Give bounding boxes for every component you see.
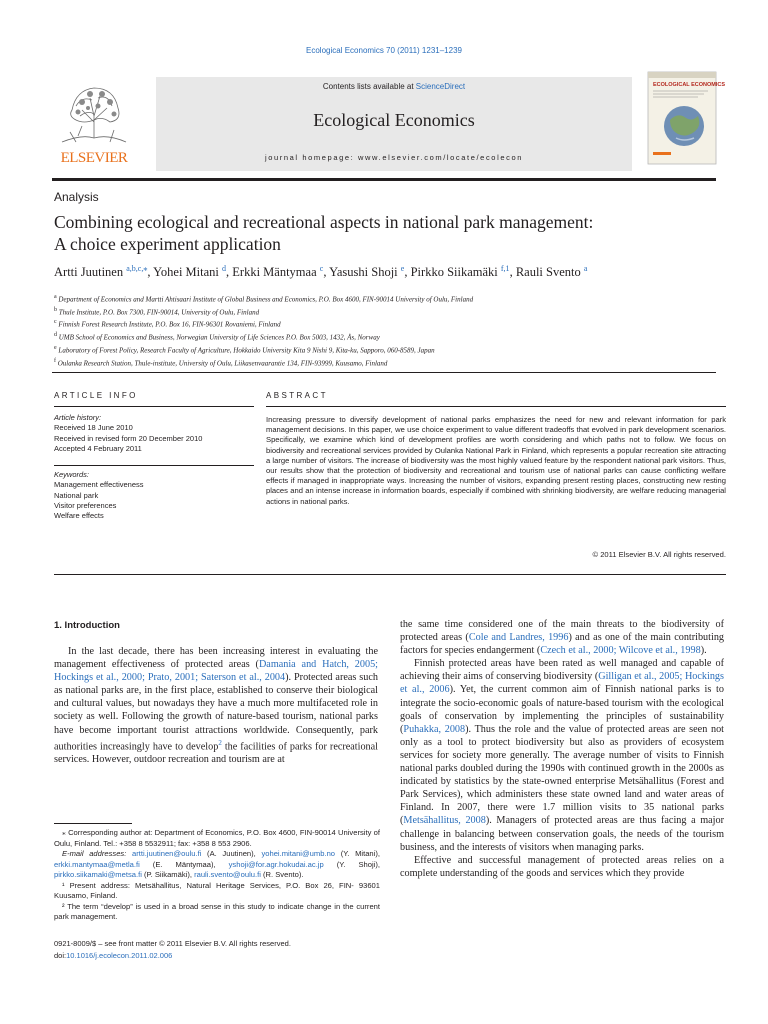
affiliation-item: $^b$ Thule Institute, P.O. Box 7300, FIN-90014, University of Oulu, Finland [54,306,260,317]
email-link[interactable]: artti.juutinen@oulu.fi [132,849,202,858]
citation-link[interactable]: Damania and Hatch, 2005; Hockings et al., 2000; Prato, 2001; Saterson et al., 2004 [54,659,379,684]
article-history-label: Article history: [54,413,102,422]
right-column [400,618,724,880]
affiliation-item: $^c$ Finnish Forest Research Institute, P.O. Box 16, FIN-96301 Rovaniemi, Finland [54,319,281,329]
citation-link[interactable]: Czech et al., 2000; Wilcove et al., 1998 [540,645,701,657]
header-rule [52,178,716,181]
article-info-heading: ARTICLE INFO [54,391,138,400]
email-addresses: E-mail addresses: artti.juutinen@oulu.fi (A. Juutinen), yohei.mitani@umb.no (Y. Mitani), erkki.mantymaa@metla.fi (E. Mäntymaa), yshoji@for.agr.hokudai.ac.jp (Y. Shoji), pirkko.siikamaki@metsa.fi (P. Siikamäki), rauli.svento@oulu.fi (R. Svento). [54,849,380,879]
footnote-rule [54,823,132,824]
affiliation-item: $^f$ Oulanka Research Station, Thule-institute, University of Oulu, Liikasenvaarantie 134, FIN-93999, Kuusamo, Finland [54,357,388,367]
paragraph: In the last decade, there has been increasing interest in evaluating the management effectiveness of protected areas (Damania and Hatch, 2005; Hockings et al., 2000; Prato, 2001; Saterson et al., 2004). Protected areas such as national parks are, in the first place, established to conserve their biological and cultural values, but nowadays they have a much more multifaceted role in society as well. Following the growth of nature-based tourism, national parks have become important tourist attractions worldwide. Consequently, park authorities increasingly have to develop$^2$ the facilities of parks for recreational services. However, outdoor recreation and tourism are at [54,646,379,766]
paragraph: Finnish protected areas have been rated as well managed and capable of achieving their aims of conserving biodiversity (Gilligan et al., 2005; Hockings et al., 2006). Yet, the current common aim of Finnish national parks is to integrate the socio-economic goals of nature-based tourism with the ecological goals of conservation by implementing the principles of sustainability (Puhakka, 2008). Thus the role and the value of protected areas are seen not only as a tool to protect biodiversity but also as providers of ecosystem services for society more generally. The average number of visits to Finnish national parks doubled during the 1990s with continued growth in the 2000s as indicated by statistics by the state-owned enterprise Metsähallitus (Forest and Park Services), which administers these state owned land and water areas of Finland. In 2007, there were 1.7 million visits to 35 national parks (Metsähallitus, 2008). Managers of protected areas are thus facing a major challenge in balancing between conservation goals, the needs of the tourism business, and the interests of visitors when managing parks. [400,658,724,853]
citation-link[interactable]: Metsähallitus, 2008 [403,815,486,827]
author-affiliation-marker[interactable]: d [222,264,227,273]
affiliation-item: $^e$ Laboratory of Forest Policy, Research Faculty of Agriculture, Hokkaido University Kita 9 Nishi 9, Kita-ku, Sapporo, 060-8589, Japan [54,344,435,355]
journal-homepage-line [156,153,632,162]
journal-cover-thumbnail[interactable] [648,72,726,164]
homepage-prefix: journal homepage: [264,153,358,162]
author-name[interactable]: Rauli Svento [515,265,581,280]
section-heading-introduction: 1. Introduction [54,620,120,631]
author-name[interactable]: Pirkko Siikamäki [410,265,498,280]
copyright-notice: © 2011 Elsevier B.V. All rights reserved. [592,550,726,559]
author-list: Artti Juutinen $^{a,b,c,⁎}$, Yohei Mitani $^d$, Erkki Mäntymaa $^c$, Yasushi Shoji $^e$, Pirkko Siikamäki $^{f,1}$, Rauli Svento $^a$ [54,264,588,280]
elsevier-tree-logo [52,76,136,166]
history-entry: Received in revised form 20 December 2010 [54,433,203,443]
citation-link[interactable]: Cole and Landres, 1996 [468,632,569,644]
affiliation-list [54,292,714,368]
author-name[interactable]: Yohei Mitani [153,265,219,280]
journal-title: Ecological Economics [313,110,475,130]
title-block-rule [52,372,716,373]
keyword: National park [54,490,99,500]
footnote-marker[interactable]: 2 [218,738,222,747]
contents-prefix: Contents lists available at [322,82,416,91]
footnote-1: ¹ Present address: Metsähallitus, Natural Heritage Services, P.O. Box 26, FIN- 93601 Kuusamo, Finland. [54,880,380,900]
abstract-heading: ABSTRACT [266,391,328,400]
author-affiliation-marker[interactable]: f,1 [500,264,510,273]
article-history [54,413,254,454]
homepage-url-link[interactable]: www.elsevier.com/locate/ecolecon [358,153,524,162]
abstract-bottom-rule [54,574,726,575]
author-name[interactable]: Yasushi Shoji [329,265,398,280]
cover-title: ECOLOGICAL ECONOMICS [653,82,726,88]
citation-link[interactable]: Gilligan et al., 2005; Hockings et al., 2006 [400,671,724,696]
abstract-text: Increasing pressure to diversify development of national parks emphasizes the need for new and relevant information for park management decisions. In this paper, we use choice experiment to value different tradeoffs that evolved in park development scenarios. Specifically, we examine which kind of development profiles are worth considering and which paths not to follow. We focus on biodiversity and recreational services provided by Oulanka National Park in Finland, which represents a popular recreation site attracting a large number of visitors. The increase of biodiversity was the most highly valued feature by the respondent national park visitors. Thus, our results show that the protection of biodiversity and recreational and tourism use of national parks can cause conflicting welfare effects if managed in inappropriate ways. Increasing the number of visitors, expanding present resting places, constructing new resting places and an intense increase in information boards, especially if combined with shrinking biodiversity, are welfare reducing managerial actions in national parks. [266,415,726,506]
history-entry: Received 18 June 2010 [54,423,133,433]
paragraph: Effective and successful management of protected areas relies on a complete understanding of the goods and services which they provide [400,854,724,879]
history-entry: Accepted 4 February 2011 [54,443,142,453]
article-title-line-1: Combining ecological and recreational aspects in national park management: [54,212,594,232]
author-affiliation-marker[interactable]: c [319,264,324,273]
keyword: Welfare effects [54,511,104,521]
article-title-line-2: A choice experiment application [54,234,281,254]
email-link[interactable]: pirkko.siikamaki@metsa.fi [54,870,142,879]
abstract-rule [266,406,726,407]
affiliation-item: $^a$ Department of Economics and Martti Ahtisaari Institute of Global Business and Economics, P.O. Box 4600, FIN-90014 University of Oulu, Finland [54,294,474,304]
elsevier-wordmark: ELSEVIER [60,150,128,166]
author-affiliation-marker[interactable]: a [583,264,588,273]
keywords-rule [54,465,254,466]
email-link[interactable]: erkki.mantymaa@metla.fi [54,859,140,869]
author-name[interactable]: Artti Juutinen [54,265,124,280]
article-info-rule [54,406,254,407]
corresponding-author-note: ⁎ Corresponding author at: Department of Economics, P.O. Box 4600, FIN-90014 University of Oulu, Finland. Tel.: +358 8 5532911; fax: +358 8 553 2906. [54,828,380,848]
journal-reference[interactable]: Ecological Economics 70 (2011) 1231–1239 [306,46,462,55]
footnote-2: ² The term “develop” is used in a broad sense in this study to indicate change in the current park management. [54,901,380,921]
doi-line: doi:10.1016/j.ecolecon.2011.02.006 [54,950,173,960]
sciencedirect-link[interactable]: ScienceDirect [415,82,466,91]
paragraph: the same time considered one of the main threats to the biodiversity of protected areas (Cole and Landres, 1996) and as one of the main contributing factors for species endangerment (Czech et al., 2000; Wilcove et al., 1998). [400,619,725,657]
contents-line [156,82,632,91]
author-affiliation-marker[interactable]: e [400,264,405,273]
issn-and-doi [54,938,380,961]
keyword: Visitor preferences [54,500,117,510]
article-type: Analysis [54,190,99,204]
affiliation-item: $^d$ UMB School of Economics and Business, Norwegian University of Life Sciences P.O. Box 5003, 1432, Ås, Norway [54,332,380,342]
issn-line: 0921-8009/$ – see front matter © 2011 Elsevier B.V. All rights reserved. [54,939,291,948]
keywords [54,470,254,521]
author-name[interactable]: Erkki Mäntymaa [232,265,317,280]
footnotes [54,828,380,923]
email-link[interactable]: rauli.svento@oulu.fi [194,870,261,879]
doi-link[interactable]: 10.1016/j.ecolecon.2011.02.006 [66,950,173,960]
author-affiliation-marker[interactable]: a,b,c,⁎ [126,264,148,273]
citation-link[interactable]: Puhakka, 2008 [403,723,466,735]
left-column [54,645,378,766]
article-title [54,211,714,255]
email-link[interactable]: yshoji@for.agr.hokudai.ac.jp [228,859,324,869]
keywords-label: Keywords: [54,470,90,479]
keyword: Management effectiveness [54,480,144,490]
email-link[interactable]: yohei.mitani@umb.no [261,849,336,858]
